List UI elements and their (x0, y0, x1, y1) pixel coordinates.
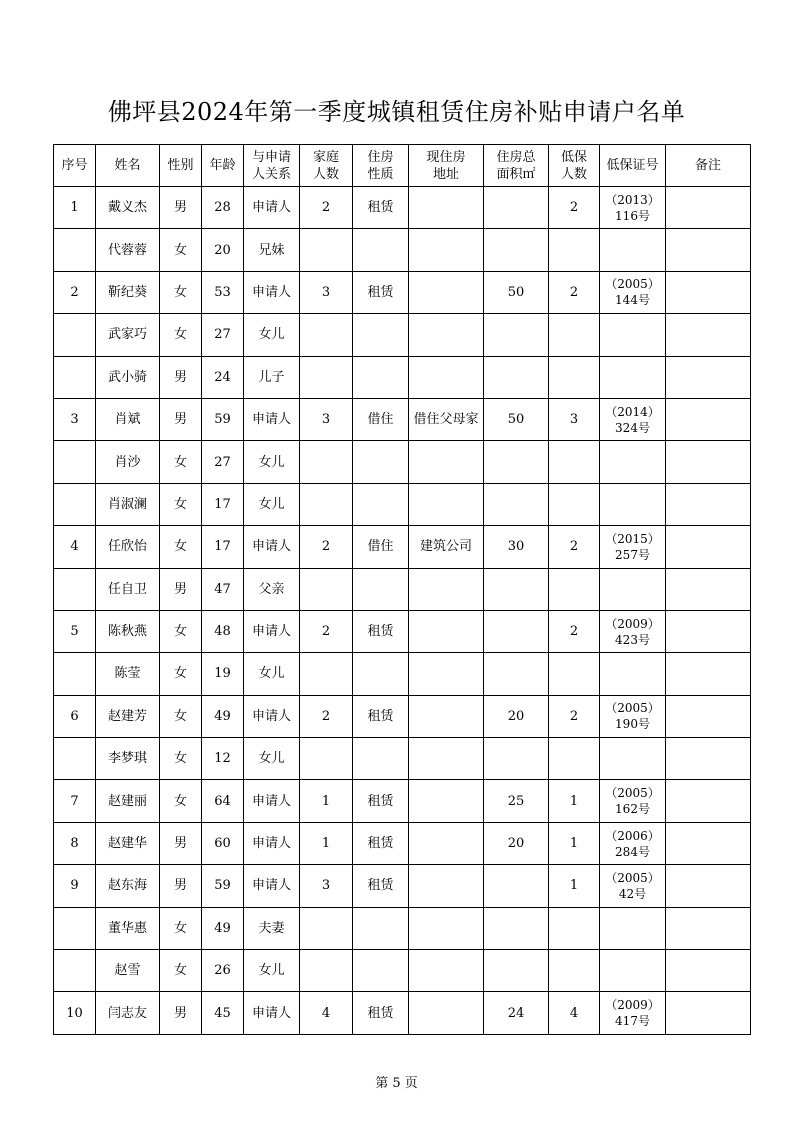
table-row (54, 992, 751, 1034)
col-housing-type-cell: 借住 (353, 398, 409, 440)
col-gender-cell: 男 (160, 822, 202, 864)
col-area-cell (484, 356, 549, 398)
col-dibao-count-cell: 1 (549, 780, 600, 822)
col-remarks-cell (666, 356, 751, 398)
col-age-cell: 24 (202, 356, 244, 398)
col-dibao-count-cell: 1 (549, 865, 600, 907)
table-row (54, 356, 751, 398)
col-housing-type-header: 住房 性质 (353, 145, 409, 187)
col-index-cell: 6 (54, 695, 96, 737)
col-dibao-cert-cell (600, 483, 666, 525)
col-family-size-cell: 3 (300, 271, 353, 313)
col-dibao-count-cell: 3 (549, 398, 600, 440)
col-name-cell: 赵建华 (96, 822, 160, 864)
table-row (54, 314, 751, 356)
col-address-cell (409, 568, 484, 610)
col-remarks-cell (666, 822, 751, 864)
col-address-cell (409, 695, 484, 737)
col-dibao-count-cell: 2 (549, 695, 600, 737)
col-name-cell: 李梦琪 (96, 738, 160, 780)
col-gender-cell: 男 (160, 398, 202, 440)
col-remarks-cell (666, 441, 751, 483)
col-area-cell (484, 187, 549, 229)
table-row (54, 822, 751, 864)
col-family-size-cell: 3 (300, 865, 353, 907)
col-index-cell: 8 (54, 822, 96, 864)
col-index-cell (54, 907, 96, 949)
col-remarks-cell (666, 992, 751, 1034)
page-number: 第 5 页 (375, 1076, 418, 1091)
col-housing-type-cell (353, 907, 409, 949)
col-relation-cell: 申请人 (244, 398, 300, 440)
col-remarks-cell (666, 780, 751, 822)
col-gender-cell: 女 (160, 738, 202, 780)
col-relation-cell: 申请人 (244, 610, 300, 652)
col-address-cell (409, 653, 484, 695)
col-dibao-count-cell (549, 229, 600, 271)
col-address-cell (409, 780, 484, 822)
col-name-cell: 赵建丽 (96, 780, 160, 822)
col-age-cell: 19 (202, 653, 244, 695)
col-housing-type-cell: 租赁 (353, 822, 409, 864)
col-gender-cell: 女 (160, 441, 202, 483)
col-dibao-cert-cell: （2005） 42号 (600, 865, 666, 907)
col-gender-cell: 男 (160, 992, 202, 1034)
col-age-cell: 20 (202, 229, 244, 271)
table-row (54, 398, 751, 440)
col-address-cell (409, 610, 484, 652)
col-index-cell (54, 314, 96, 356)
col-family-size-cell (300, 653, 353, 695)
col-relation-cell: 兄妹 (244, 229, 300, 271)
col-address-cell (409, 441, 484, 483)
col-family-size-cell: 1 (300, 780, 353, 822)
col-relation-cell: 女儿 (244, 950, 300, 992)
col-housing-type-cell: 租赁 (353, 992, 409, 1034)
col-remarks-cell (666, 950, 751, 992)
col-dibao-cert-cell (600, 229, 666, 271)
col-name-cell: 代蓉蓉 (96, 229, 160, 271)
col-housing-type-cell: 租赁 (353, 695, 409, 737)
col-area-cell: 25 (484, 780, 549, 822)
col-area-cell (484, 314, 549, 356)
col-dibao-count-header: 低保 人数 (549, 145, 600, 187)
col-gender-cell: 女 (160, 526, 202, 568)
col-dibao-count-cell (549, 738, 600, 780)
col-index-cell: 4 (54, 526, 96, 568)
col-housing-type-cell (353, 568, 409, 610)
col-name-cell: 陈秋燕 (96, 610, 160, 652)
col-age-cell: 28 (202, 187, 244, 229)
col-dibao-count-cell: 1 (549, 822, 600, 864)
col-housing-type-cell (353, 950, 409, 992)
col-name-cell: 武小骑 (96, 356, 160, 398)
table-row (54, 950, 751, 992)
applicant-table (53, 144, 751, 1035)
col-housing-type-cell: 租赁 (353, 271, 409, 313)
col-area-cell (484, 907, 549, 949)
col-area-cell: 20 (484, 695, 549, 737)
col-gender-cell: 女 (160, 271, 202, 313)
col-housing-type-cell (353, 229, 409, 271)
col-housing-type-cell (353, 738, 409, 780)
col-dibao-cert-cell: （2009） 417号 (600, 992, 666, 1034)
col-family-size-header: 家庭 人数 (300, 145, 353, 187)
col-address-cell (409, 865, 484, 907)
col-housing-type-cell: 租赁 (353, 865, 409, 907)
col-dibao-count-cell (549, 356, 600, 398)
col-name-cell: 闫志友 (96, 992, 160, 1034)
col-index-cell: 1 (54, 187, 96, 229)
col-gender-cell: 女 (160, 950, 202, 992)
col-area-cell: 24 (484, 992, 549, 1034)
col-remarks-cell (666, 695, 751, 737)
col-dibao-cert-cell: （2005） 190号 (600, 695, 666, 737)
col-dibao-cert-header: 低保证号 (600, 145, 666, 187)
col-address-cell (409, 738, 484, 780)
table-row (54, 653, 751, 695)
table-row (54, 907, 751, 949)
col-relation-cell: 女儿 (244, 653, 300, 695)
col-index-cell (54, 441, 96, 483)
col-name-cell: 赵建芳 (96, 695, 160, 737)
col-address-cell (409, 187, 484, 229)
col-name-cell: 肖斌 (96, 398, 160, 440)
col-gender-cell: 男 (160, 568, 202, 610)
col-relation-cell: 女儿 (244, 738, 300, 780)
table-header-row (54, 145, 751, 187)
col-family-size-cell (300, 483, 353, 525)
col-dibao-cert-cell: （2015） 257号 (600, 526, 666, 568)
col-dibao-count-cell (549, 907, 600, 949)
col-gender-cell: 女 (160, 780, 202, 822)
col-dibao-cert-cell: （2013） 116号 (600, 187, 666, 229)
col-name-cell: 肖沙 (96, 441, 160, 483)
col-dibao-count-cell (549, 950, 600, 992)
table-row (54, 187, 751, 229)
col-gender-cell: 女 (160, 610, 202, 652)
col-index-cell (54, 483, 96, 525)
col-gender-cell: 女 (160, 314, 202, 356)
col-relation-cell: 女儿 (244, 314, 300, 356)
col-name-cell: 武家巧 (96, 314, 160, 356)
col-remarks-cell (666, 907, 751, 949)
col-dibao-count-cell (549, 568, 600, 610)
col-remarks-cell (666, 738, 751, 780)
col-area-cell (484, 865, 549, 907)
table-row (54, 780, 751, 822)
col-name-cell: 赵东海 (96, 865, 160, 907)
col-address-cell (409, 907, 484, 949)
col-dibao-cert-cell: （2006） 284号 (600, 822, 666, 864)
col-name-cell: 董华惠 (96, 907, 160, 949)
col-remarks-cell (666, 229, 751, 271)
col-dibao-count-cell (549, 483, 600, 525)
col-relation-cell: 申请人 (244, 526, 300, 568)
col-family-size-cell (300, 907, 353, 949)
col-area-cell (484, 950, 549, 992)
col-age-cell: 60 (202, 822, 244, 864)
col-relation-cell: 申请人 (244, 271, 300, 313)
col-index-cell: 3 (54, 398, 96, 440)
col-remarks-cell (666, 483, 751, 525)
col-housing-type-cell (353, 356, 409, 398)
col-remarks-cell (666, 865, 751, 907)
col-dibao-cert-cell (600, 441, 666, 483)
col-dibao-cert-cell (600, 356, 666, 398)
col-address-cell (409, 356, 484, 398)
col-age-cell: 64 (202, 780, 244, 822)
col-age-cell: 17 (202, 526, 244, 568)
col-address-cell (409, 229, 484, 271)
col-age-cell: 59 (202, 865, 244, 907)
col-address-cell (409, 992, 484, 1034)
col-dibao-count-cell (549, 314, 600, 356)
col-remarks-header: 备注 (666, 145, 751, 187)
table-row (54, 271, 751, 313)
col-dibao-cert-cell (600, 907, 666, 949)
col-index-header: 序号 (54, 145, 96, 187)
col-gender-cell: 女 (160, 695, 202, 737)
col-area-header: 住房总 面积㎡ (484, 145, 549, 187)
table-row (54, 483, 751, 525)
col-family-size-cell: 2 (300, 695, 353, 737)
col-address-cell: 借住父母家 (409, 398, 484, 440)
col-family-size-cell: 3 (300, 398, 353, 440)
col-gender-cell: 男 (160, 187, 202, 229)
col-housing-type-cell (353, 441, 409, 483)
table-row (54, 526, 751, 568)
col-age-cell: 26 (202, 950, 244, 992)
table-body (54, 187, 751, 1035)
col-age-cell: 47 (202, 568, 244, 610)
col-family-size-cell (300, 950, 353, 992)
col-area-cell: 50 (484, 398, 549, 440)
col-relation-cell: 申请人 (244, 187, 300, 229)
col-area-cell: 50 (484, 271, 549, 313)
col-gender-cell: 女 (160, 653, 202, 695)
col-area-cell (484, 610, 549, 652)
col-gender-cell: 女 (160, 229, 202, 271)
col-dibao-cert-cell: （2005） 162号 (600, 780, 666, 822)
col-index-cell (54, 950, 96, 992)
col-address-header: 现住房 地址 (409, 145, 484, 187)
col-dibao-count-cell (549, 441, 600, 483)
col-name-cell: 陈莹 (96, 653, 160, 695)
col-remarks-cell (666, 314, 751, 356)
col-remarks-cell (666, 398, 751, 440)
col-gender-cell: 女 (160, 483, 202, 525)
col-family-size-cell (300, 738, 353, 780)
col-name-cell: 赵雪 (96, 950, 160, 992)
col-family-size-cell: 2 (300, 187, 353, 229)
col-index-cell: 5 (54, 610, 96, 652)
col-relation-cell: 申请人 (244, 780, 300, 822)
col-age-cell: 48 (202, 610, 244, 652)
col-dibao-cert-cell (600, 314, 666, 356)
col-area-cell (484, 738, 549, 780)
col-index-cell (54, 229, 96, 271)
col-dibao-count-cell: 4 (549, 992, 600, 1034)
col-age-cell: 17 (202, 483, 244, 525)
col-remarks-cell (666, 610, 751, 652)
col-family-size-cell (300, 229, 353, 271)
col-housing-type-cell: 租赁 (353, 187, 409, 229)
table-row (54, 441, 751, 483)
col-family-size-cell: 2 (300, 610, 353, 652)
col-dibao-cert-cell (600, 950, 666, 992)
col-relation-cell: 夫妻 (244, 907, 300, 949)
col-name-header: 姓名 (96, 145, 160, 187)
col-remarks-cell (666, 187, 751, 229)
col-area-cell (484, 483, 549, 525)
page-title: 佛坪县2024年第一季度城镇租赁住房补贴申请户名单 (107, 98, 686, 126)
col-housing-type-cell: 租赁 (353, 780, 409, 822)
col-relation-cell: 女儿 (244, 483, 300, 525)
col-index-cell: 9 (54, 865, 96, 907)
col-dibao-cert-cell: （2005） 144号 (600, 271, 666, 313)
col-family-size-cell (300, 568, 353, 610)
col-age-cell: 53 (202, 271, 244, 313)
col-area-cell: 30 (484, 526, 549, 568)
table-row (54, 865, 751, 907)
col-family-size-cell: 1 (300, 822, 353, 864)
col-index-cell: 2 (54, 271, 96, 313)
col-housing-type-cell: 借住 (353, 526, 409, 568)
col-address-cell (409, 314, 484, 356)
col-index-cell (54, 738, 96, 780)
col-area-cell (484, 653, 549, 695)
col-relation-cell: 女儿 (244, 441, 300, 483)
col-relation-cell: 申请人 (244, 822, 300, 864)
col-index-cell (54, 653, 96, 695)
col-name-cell: 靳纪葵 (96, 271, 160, 313)
col-housing-type-cell (353, 314, 409, 356)
col-relation-header: 与申请 人关系 (244, 145, 300, 187)
table-row (54, 229, 751, 271)
col-relation-cell: 申请人 (244, 695, 300, 737)
col-age-cell: 49 (202, 695, 244, 737)
col-remarks-cell (666, 271, 751, 313)
col-dibao-cert-cell: （2009） 423号 (600, 610, 666, 652)
col-housing-type-cell (353, 653, 409, 695)
col-address-cell (409, 822, 484, 864)
col-dibao-count-cell: 2 (549, 271, 600, 313)
table-row (54, 568, 751, 610)
col-relation-cell: 儿子 (244, 356, 300, 398)
col-gender-cell: 女 (160, 907, 202, 949)
col-age-header: 年龄 (202, 145, 244, 187)
col-gender-cell: 男 (160, 865, 202, 907)
col-age-cell: 45 (202, 992, 244, 1034)
col-index-cell (54, 568, 96, 610)
col-area-cell (484, 568, 549, 610)
col-dibao-cert-cell (600, 653, 666, 695)
col-relation-cell: 父亲 (244, 568, 300, 610)
col-remarks-cell (666, 568, 751, 610)
col-family-size-cell (300, 356, 353, 398)
col-index-cell (54, 356, 96, 398)
col-relation-cell: 申请人 (244, 865, 300, 907)
col-dibao-count-cell: 2 (549, 187, 600, 229)
col-area-cell (484, 229, 549, 271)
col-housing-type-cell: 租赁 (353, 610, 409, 652)
col-age-cell: 49 (202, 907, 244, 949)
col-housing-type-cell (353, 483, 409, 525)
col-family-size-cell: 2 (300, 526, 353, 568)
col-age-cell: 12 (202, 738, 244, 780)
col-family-size-cell: 4 (300, 992, 353, 1034)
table-row (54, 695, 751, 737)
col-age-cell: 59 (202, 398, 244, 440)
table-row (54, 610, 751, 652)
col-family-size-cell (300, 314, 353, 356)
col-address-cell: 建筑公司 (409, 526, 484, 568)
col-address-cell (409, 271, 484, 313)
col-gender-header: 性别 (160, 145, 202, 187)
col-dibao-count-cell: 2 (549, 526, 600, 568)
col-area-cell: 20 (484, 822, 549, 864)
col-address-cell (409, 950, 484, 992)
col-dibao-cert-cell (600, 568, 666, 610)
col-name-cell: 戴义杰 (96, 187, 160, 229)
col-address-cell (409, 483, 484, 525)
col-index-cell: 10 (54, 992, 96, 1034)
col-age-cell: 27 (202, 314, 244, 356)
col-family-size-cell (300, 441, 353, 483)
col-name-cell: 任自卫 (96, 568, 160, 610)
col-relation-cell: 申请人 (244, 992, 300, 1034)
col-dibao-count-cell (549, 653, 600, 695)
col-dibao-count-cell: 2 (549, 610, 600, 652)
col-remarks-cell (666, 526, 751, 568)
col-name-cell: 任欣怡 (96, 526, 160, 568)
col-name-cell: 肖淑澜 (96, 483, 160, 525)
table-row (54, 738, 751, 780)
col-gender-cell: 男 (160, 356, 202, 398)
col-dibao-cert-cell (600, 738, 666, 780)
col-area-cell (484, 441, 549, 483)
col-remarks-cell (666, 653, 751, 695)
col-index-cell: 7 (54, 780, 96, 822)
col-age-cell: 27 (202, 441, 244, 483)
col-dibao-cert-cell: （2014） 324号 (600, 398, 666, 440)
